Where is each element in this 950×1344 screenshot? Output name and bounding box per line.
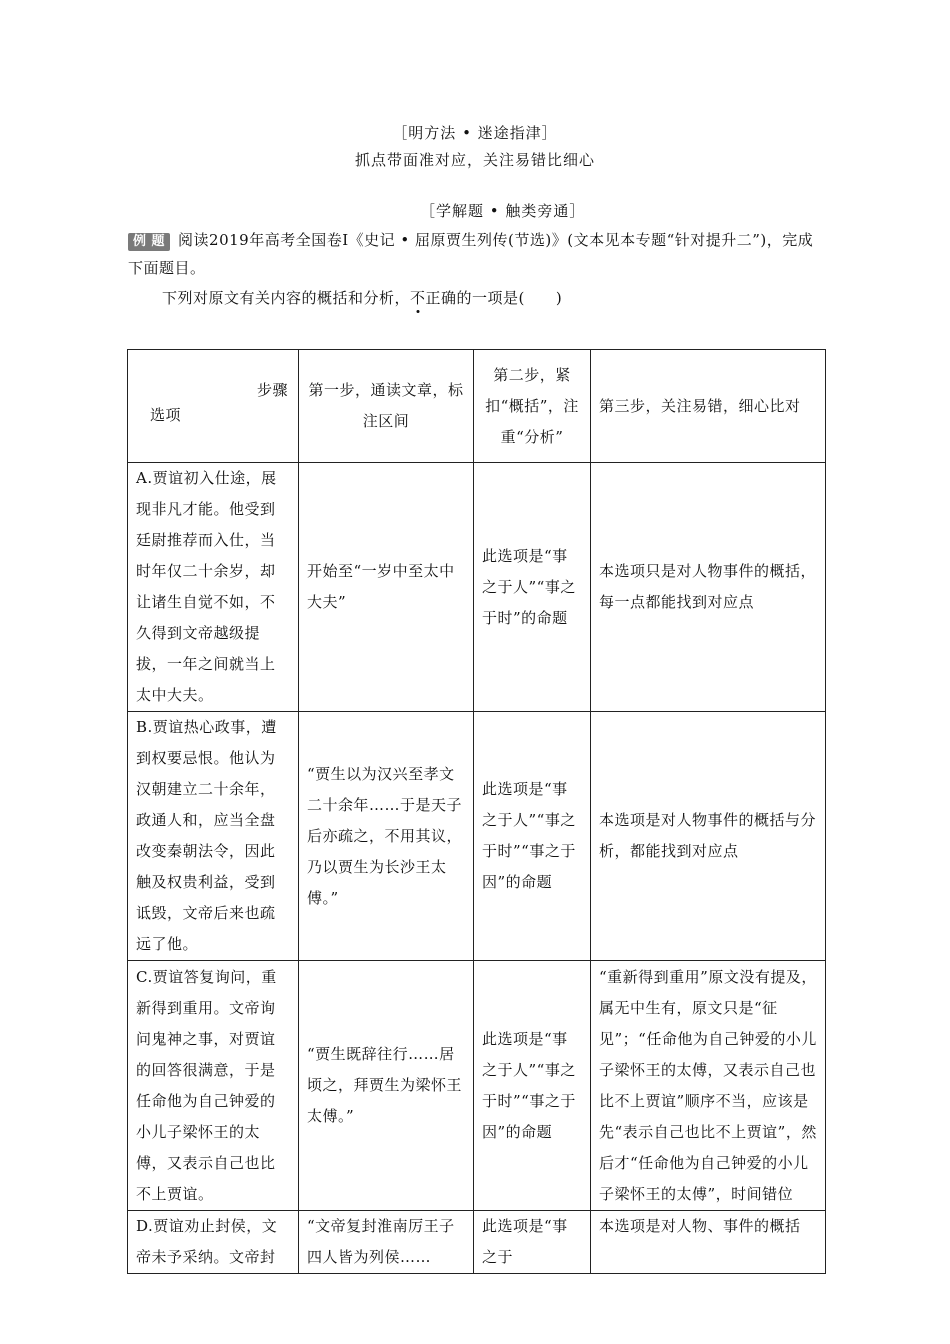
example-text: 阅读2019年高考全国卷Ⅰ《史记 • 屈原贾生列传(节选)》(文本见本专题“针对提升二”)，完成下面题目。 bbox=[128, 231, 814, 277]
header-step3: 第三步，关注易错，细心比对 bbox=[591, 350, 826, 463]
option-cell: C.贾谊答复询问，重新得到重用。文帝询问鬼神之事，对贾谊的回答很满意，于是任命他为自己钟爱的小儿子梁怀王的太傅，又表示自己也比不上贾谊。 bbox=[128, 961, 299, 1211]
method-heading: ［明方法 • 迷途指津］ bbox=[392, 124, 558, 142]
table-row bbox=[128, 1211, 826, 1274]
method-subtitle: 抓点带面准对应，关注易错比细心 bbox=[354, 151, 595, 169]
step3-cell: 本选项只是对人物事件的概括，每一点都能找到对应点 bbox=[591, 463, 826, 712]
option-cell: D.贾谊劝止封侯，文帝未予采纳。文帝封 bbox=[128, 1211, 299, 1274]
step2-cell: 此选项是“事之于 bbox=[474, 1211, 591, 1274]
step1-cell: “贾生以为汉兴至孝文二十余年……于是天子后亦疏之，不用其议，乃以贾生为长沙王太傅。” bbox=[299, 712, 474, 961]
question-text-pre: 下列对原文有关内容的概括和分析， bbox=[162, 289, 411, 307]
table-header-row bbox=[128, 350, 826, 463]
example-paragraph bbox=[128, 226, 828, 282]
option-cell: A.贾谊初入仕途，展现非凡才能。他受到廷尉推荐而入仕，当时年仅二十余岁，却让诸生自觉不如，不久得到文帝越级提拔，一年之间就当上太中大夫。 bbox=[128, 463, 299, 712]
table-row bbox=[128, 463, 826, 712]
step1-cell: “贾生既辞往行……居顷之，拜贾生为梁怀王太傅。” bbox=[299, 961, 474, 1211]
step2-cell: 此选项是“事之于人”“事之于时”“事之于因”的命题 bbox=[474, 961, 591, 1211]
corner-header-cell bbox=[128, 350, 299, 463]
header-option-label: 选项 bbox=[150, 406, 182, 424]
analysis-table bbox=[127, 349, 826, 1274]
step3-cell: 本选项是对人物事件的概括与分析，都能找到对应点 bbox=[591, 712, 826, 961]
header-step2: 第二步，紧扣“概括”，注重“分析” bbox=[474, 350, 591, 463]
step1-cell: 开始至“一岁中至太中大夫” bbox=[299, 463, 474, 712]
step2-cell: 此选项是“事之于人”“事之于时”的命题 bbox=[474, 463, 591, 712]
question-stem bbox=[162, 284, 862, 312]
step3-cell: 本选项是对人物、事件的概括 bbox=[591, 1211, 826, 1274]
question-emphasis: 不 bbox=[410, 289, 426, 307]
step3-cell: “重新得到重用”原文没有提及，属无中生有，原文只是“征见”；“任命他为自己钟爱的小儿子梁怀王的太傅，又表示自己也比不上贾谊”顺序不当，应该是先“表示自己也比不上贾谊”，然后才“任命他为自己钟爱的小儿子梁怀王的太傅”，时间错位 bbox=[591, 961, 826, 1211]
practice-heading: ［学解题 • 触类旁通］ bbox=[420, 202, 586, 220]
option-cell: B.贾谊热心政事，遭到权要忌恨。他认为汉朝建立二十余年，政通人和，应当全盘改变秦朝法令，因此触及权贵利益，受到诋毁，文帝后来也疏远了他。 bbox=[128, 712, 299, 961]
table-row bbox=[128, 961, 826, 1211]
question-text-post: 正确的一项是( ) bbox=[425, 289, 563, 307]
table-row bbox=[128, 712, 826, 961]
header-step1: 第一步，通读文章，标注区间 bbox=[299, 350, 474, 463]
example-tag: 例 题 bbox=[128, 233, 170, 251]
header-step-label: 步骤 bbox=[256, 381, 288, 399]
step1-cell: “文帝复封淮南厉王子四人皆为列侯…… bbox=[299, 1211, 474, 1274]
step2-cell: 此选项是“事之于人”“事之于时”“事之于因”的命题 bbox=[474, 712, 591, 961]
